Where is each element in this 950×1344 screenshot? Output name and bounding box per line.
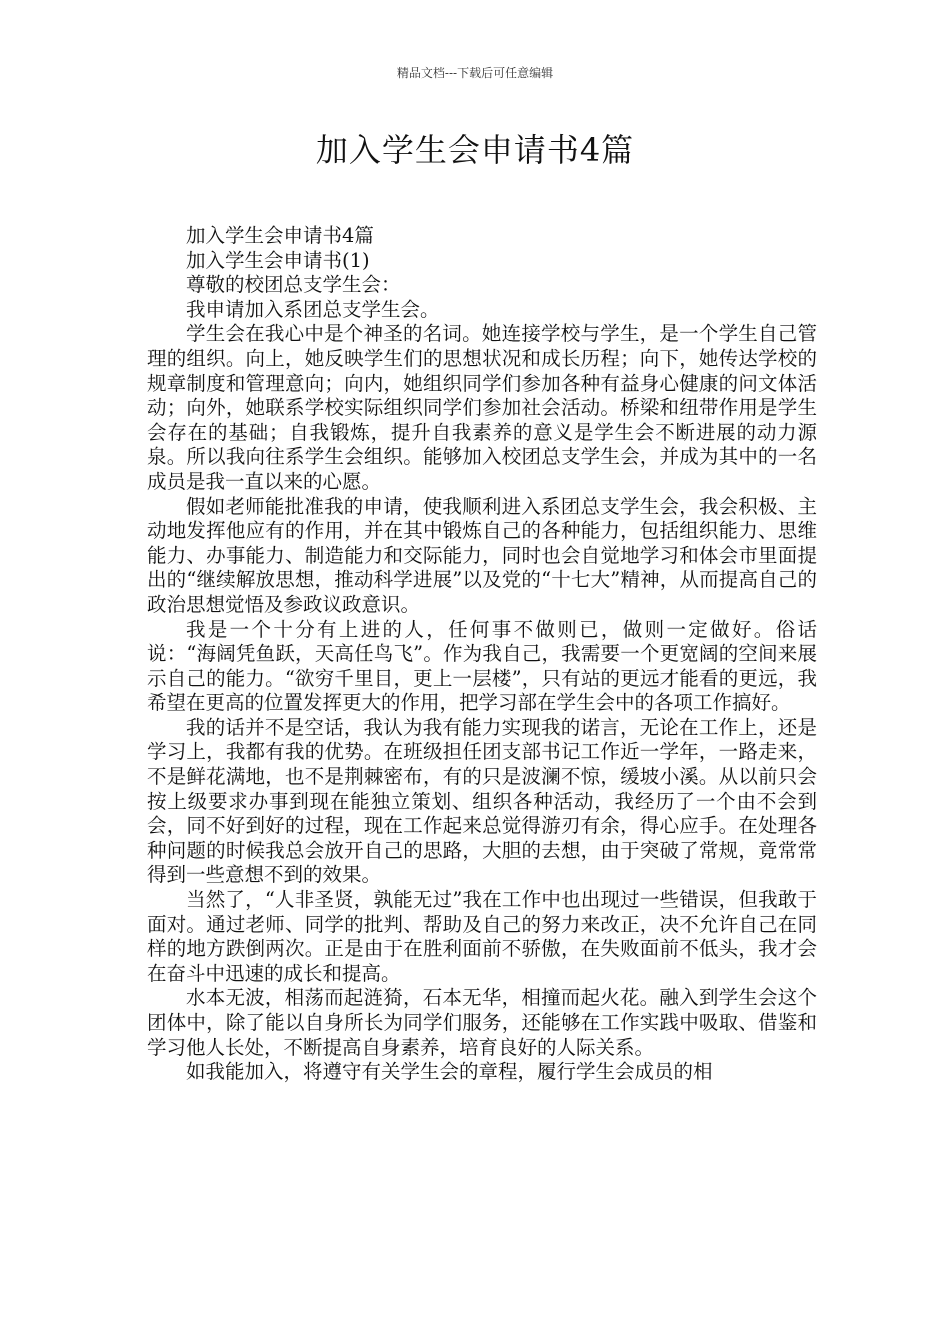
paragraph-section-heading: 加入学生会申请书(1) — [186, 248, 370, 272]
paragraph: 如我能加入，将遵守有关学生会的章程，履行学生会成员的相 — [186, 1060, 713, 1084]
paragraph: 水本无波，相荡而起涟猗，石本无华，相撞而起火花。融入到学生会这个团体中，除了能以自身所长为同学们服务，还能够在工作实践中吸取、借鉴和学习他人长处，不断提高自身素养，培育良好的人际关系。 — [147, 986, 817, 1059]
document-body — [147, 224, 817, 1085]
page-header-note: 精品文档---下载后可任意编辑 — [396, 66, 554, 80]
paragraph: 我的话并不是空话，我认为我有能力实现我的诺言，无论在工作上，还是学习上，我都有我的优势。在班级担任团支部书记工作近一学年，一路走来，不是鲜花满地，也不是荆棘密布，有的只是波澜不惊，缓坡小溪。从以前只会按上级要求办事到现在能独立策划、组织各种活动，我经历了一个由不会到会，同不好到好的过程，现在工作起来总觉得游刃有余，得心应手。在处理各种问题的时候我总会放开自己的思路，大胆的去想，由于突破了常规，竟常常得到一些意想不到的效果。 — [147, 715, 817, 887]
paragraph: 我是一个十分有上进的人，任何事不做则已，做则一定做好。俗话说：“海阔凭鱼跃，天高任鸟飞”。作为我自己，我需要一个更宽阔的空间来展示自己的能力。“欲穷千里目，更上一层楼”，只有站的更远才能看的更远，我希望在更高的位置发挥更大的作用，把学习部在学生会中的各项工作搞好。 — [147, 617, 817, 715]
paragraph: 假如老师能批准我的申请，使我顺利进入系团总支学生会，我会积极、主动地发挥他应有的作用，并在其中锻炼自己的各种能力，包括组织能力、思维能力、办事能力、制造能力和交际能力，同时也会自觉地学习和体会市里面提出的“继续解放思想，推动科学进展”以及党的“十七大”精神，从而提高自己的政治思想觉悟及参政议政意识。 — [147, 494, 817, 616]
paragraph-intro: 我申请加入系团总支学生会。 — [186, 297, 440, 321]
paragraph: 学生会在我心中是个神圣的名词。她连接学校与学生，是一个学生自己管理的组织。向上，她反映学生们的思想状况和成长历程；向下，她传达学校的规章制度和管理意向；向内，她组织同学们参加各种有益身心健康的问文体活动；向外，她联系学校实际组织同学们参加社会活动。桥梁和纽带作用是学生会存在的基础；自我锻炼，提升自我素养的意义是学生会不断进展的动力源泉。所以我向往系学生会组织。能够加入校团总支学生会，并成为其中的一名成员是我一直以来的心愿。 — [147, 322, 817, 493]
document-title: 加入学生会申请书4篇 — [315, 131, 635, 169]
paragraph: 当然了，“人非圣贤，孰能无过”我在工作中也出现过一些错误，但我敢于面对。通过老师、同学的批判、帮助及自己的努力来改正，决不允许自己在同样的地方跌倒两次。正是由于在胜利面前不骄傲，在失败面前不低头，我才会在奋斗中迅速的成长和提高。 — [147, 888, 817, 985]
paragraph-salutation: 尊敬的校团总支学生会： — [186, 273, 401, 297]
paragraph-subtitle: 加入学生会申请书4篇 — [186, 224, 374, 247]
